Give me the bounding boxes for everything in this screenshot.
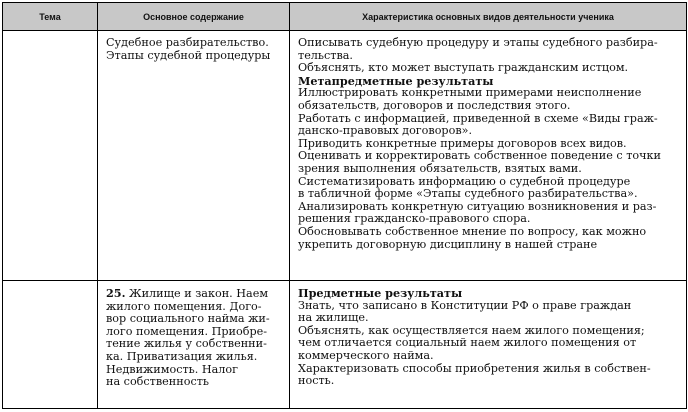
activity-line: Приводить конкретные примеры договоров всех видов. bbox=[298, 136, 627, 150]
activity-line: в табличной форме «Этапы судебного разбирательства». bbox=[298, 187, 638, 201]
activity-line: тельства. bbox=[298, 48, 353, 62]
activity-line: данско-правовых договоров». bbox=[298, 124, 473, 138]
content-line-text: Жилище и закон. Наем bbox=[125, 287, 269, 300]
activity-line: Иллюстрировать конкретными примерами неисполнение bbox=[298, 86, 642, 100]
table-header-row bbox=[3, 3, 687, 31]
activity-line: ность. bbox=[298, 374, 335, 388]
activity-line: Работать с информацией, приведенной в схеме «Виды граж- bbox=[298, 111, 658, 125]
content-line: лого помещения. Приобре- bbox=[106, 324, 268, 338]
content-cell bbox=[98, 31, 290, 281]
activity-line: Обосновывать собственное мнение по вопросу, как можно bbox=[298, 224, 647, 238]
activities-cell bbox=[290, 31, 687, 281]
theme-cell bbox=[3, 281, 98, 409]
activity-line: коммерческого найма. bbox=[298, 348, 434, 362]
activity-line: Знать, что записано в Конституции РФ о праве граждан bbox=[298, 298, 632, 312]
content-line: вор социального найма жи- bbox=[106, 312, 270, 326]
activities-list bbox=[298, 37, 678, 251]
activity-line: чем отличается социальный наем жилого помещения от bbox=[298, 336, 637, 350]
header-theme: Тема bbox=[3, 3, 98, 31]
content-line: Недвижимость. Налог bbox=[106, 362, 238, 376]
content-line bbox=[106, 287, 285, 301]
header-activities: Характеристика основных видов деятельности ученика bbox=[290, 3, 687, 31]
table-row bbox=[3, 281, 687, 409]
activities-list bbox=[298, 287, 678, 388]
activity-line: решения гражданско-правового спора. bbox=[298, 212, 531, 226]
header-content: Основное содержание bbox=[98, 3, 290, 31]
activity-line: Оценивать и корректировать собственное поведение с точки bbox=[298, 149, 661, 163]
activity-line: Систематизировать информацию о судебной процедуре bbox=[298, 174, 631, 188]
content-line: тение жилья у собственни- bbox=[106, 337, 267, 351]
curriculum-table-page bbox=[2, 2, 685, 408]
section-heading: Предметные результаты bbox=[298, 286, 463, 300]
activity-line: Характеризовать способы приобретения жилья в собствен- bbox=[298, 361, 651, 375]
lesson-number: 25. bbox=[106, 286, 126, 300]
activity-line: Анализировать конкретную ситуацию возникновения и раз- bbox=[298, 199, 657, 213]
section-heading: Метапредметные результаты bbox=[298, 73, 494, 88]
content-cell bbox=[98, 281, 290, 409]
content-line: жилого помещения. Дого- bbox=[106, 299, 262, 313]
table-row bbox=[3, 31, 687, 281]
activity-line: зрения выполнения обязательств, взятых вами. bbox=[298, 161, 582, 175]
curriculum-table bbox=[2, 2, 687, 409]
activity-line: обязательств, договоров и последствия этого. bbox=[298, 98, 571, 112]
content-line: ка. Приватизация жилья. bbox=[106, 349, 258, 363]
activity-line: укрепить договорную дисциплину в нашей стране bbox=[298, 237, 598, 251]
content-line: Судебное разбирательство. bbox=[106, 36, 269, 49]
activity-line: Объяснять, кто может выступать гражданским истцом. bbox=[298, 61, 629, 75]
activities-cell bbox=[290, 281, 687, 409]
content-line: на собственность bbox=[106, 375, 209, 389]
theme-cell bbox=[3, 31, 98, 281]
content-line: Этапы судебной процедуры bbox=[106, 48, 271, 62]
activity-line: Описывать судебную процедуру и этапы судебного разбира- bbox=[298, 36, 658, 49]
activity-line: Объяснять, как осуществляется наем жилого помещения; bbox=[298, 323, 645, 337]
activity-line: на жилище. bbox=[298, 311, 369, 325]
